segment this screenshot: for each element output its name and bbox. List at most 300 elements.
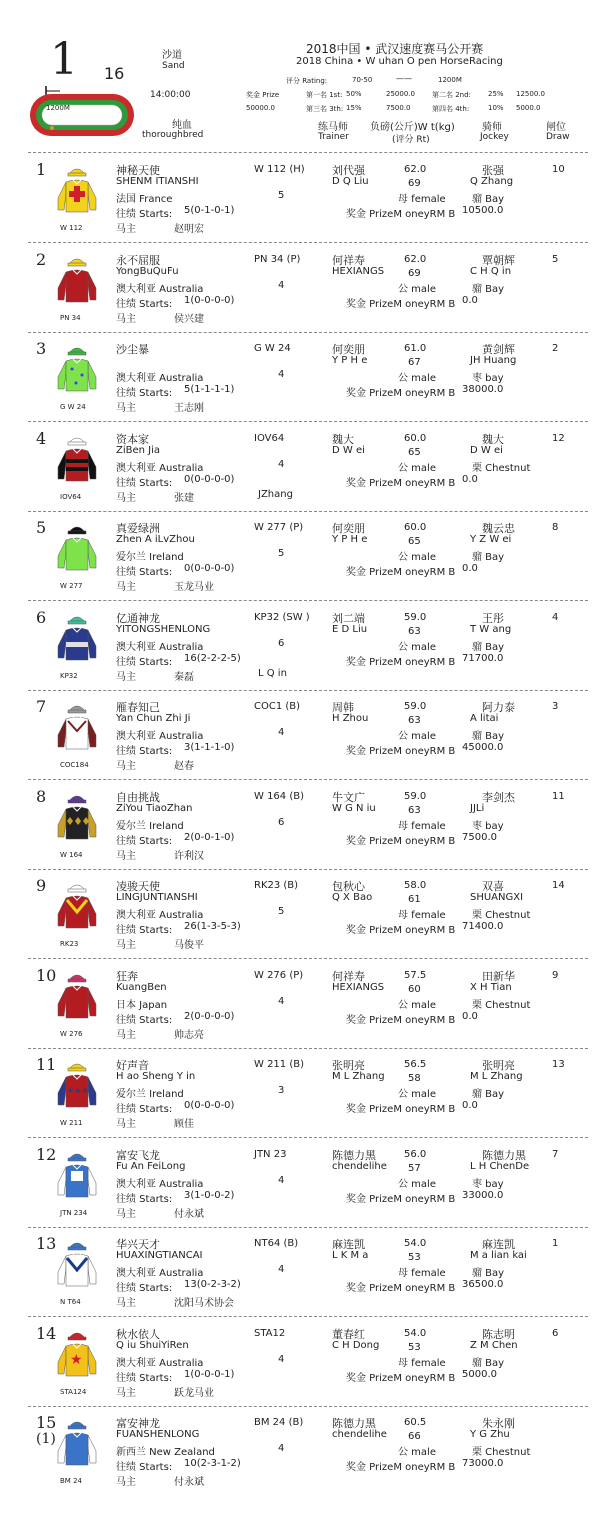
- trainer-name-cn: 刘二端: [332, 611, 365, 625]
- prize-label: 奖金 PrizeM oneyRM B: [346, 1014, 456, 1026]
- horse-sex: 公 male: [398, 641, 436, 653]
- jockey-name-en: A litai: [470, 713, 499, 724]
- jockey-name-en: Q Zhang: [470, 176, 514, 187]
- horse-sex: 公 male: [398, 552, 436, 563]
- jockey-name-en: M L Zhang: [470, 1071, 523, 1082]
- prize-label: 奖金 PrizeM oneyRM B: [346, 1372, 456, 1384]
- runner-number-alt: (1): [36, 1431, 56, 1447]
- starts-record: 13(0-2-3-2): [184, 1279, 241, 1290]
- horse-name-cn: 富安飞龙: [116, 1148, 160, 1162]
- jockey-silks-icon: [56, 791, 98, 843]
- owner-label: 马主: [116, 1387, 136, 1399]
- draw-number: 1: [552, 1238, 559, 1249]
- horse-age: 4: [278, 1443, 285, 1454]
- horse-name-en: ZiYou TiaoZhan: [116, 802, 193, 814]
- owner-label: 马主: [116, 850, 136, 862]
- horse-color: 栗 Chestnut: [472, 910, 531, 921]
- horse-age: 6: [278, 816, 285, 828]
- carried-weight: 62.0: [404, 164, 427, 175]
- owner-label: 马主: [116, 224, 136, 235]
- horse-name-en: KuangBen: [116, 981, 167, 993]
- horse-name-cn: 好声音: [116, 1059, 149, 1072]
- draw-number: 8: [552, 522, 559, 533]
- jockey-name-en: Z M Chen: [470, 1339, 518, 1351]
- jockey-name-en: T W ang: [470, 623, 512, 635]
- horse-id: IOV64: [254, 432, 285, 444]
- runner-divider: [28, 1227, 588, 1228]
- owner-label: 马主: [116, 582, 136, 593]
- runner-entry: [0, 248, 600, 336]
- horse-sex: 母 female: [398, 194, 446, 205]
- trainer-name-cn: 何奕朋: [332, 343, 365, 356]
- horse-country: 澳大利亚 Australia: [116, 373, 204, 384]
- horse-id: STA12: [254, 1327, 286, 1339]
- trainer-name-en: Y P H e: [332, 534, 368, 545]
- owner-label: 马主: [116, 1477, 136, 1488]
- horse-color: 栗 Chestnut: [472, 999, 531, 1011]
- runner-divider: [28, 242, 588, 243]
- horse-code: W 112: [60, 224, 83, 232]
- carried-weight: 54.0: [404, 1327, 427, 1339]
- breed-cn: 纯血: [172, 120, 192, 131]
- horse-name-en: H ao Sheng Y in: [116, 1071, 196, 1082]
- rating: 57: [408, 1162, 421, 1174]
- race-title-en: 2018 China • W uhan O pen HorseRacing: [296, 56, 503, 67]
- jockey-name-cn: 麻连凯: [482, 1238, 515, 1251]
- runner-number: 11: [36, 1055, 57, 1074]
- horse-age: 6: [278, 637, 285, 649]
- horse-age: 5: [278, 906, 285, 917]
- horse-color: 骝 Bay: [472, 283, 505, 295]
- draw-number: 4: [552, 611, 559, 623]
- jockey-silks-icon: [56, 254, 98, 306]
- prize-label: 奖金 PrizeM oneyRM B: [346, 209, 456, 220]
- horse-name-cn: 神秘天使: [116, 164, 160, 177]
- trainer-name-cn: 何祥寿: [332, 253, 365, 267]
- prize-money: 0.0: [462, 563, 478, 574]
- horse-id: RK23 (B): [254, 880, 299, 891]
- horse-id: KP32 (SW ): [254, 611, 310, 623]
- col-jockey-cn: 骑师: [482, 122, 502, 133]
- rating: 63: [408, 715, 421, 726]
- breed-en: thoroughbred: [142, 130, 204, 140]
- draw-number: 2: [552, 343, 559, 354]
- jockey-name-cn: 魏大: [482, 432, 504, 446]
- trainer-name-cn: 张明亮: [332, 1059, 365, 1072]
- horse-country: 澳大利亚 Australia: [116, 1268, 204, 1279]
- horse-code: KP32: [60, 671, 78, 680]
- starts-label: 往绩 Starts:: [116, 1283, 173, 1294]
- draw-number: 12: [552, 432, 565, 444]
- prize-label: 奖金 PrizeM oneyRM B: [346, 746, 456, 757]
- jockey-name-cn: 魏云忠: [482, 522, 515, 535]
- horse-color: 骝 Bay: [472, 641, 505, 653]
- trainer-name-cn: 陈德力黑: [332, 1148, 376, 1162]
- horse-name-cn: 华兴天才: [116, 1238, 160, 1251]
- prize-label: 奖金 PrizeM oneyRM B: [346, 656, 456, 668]
- starts-label: 往绩 Starts:: [116, 835, 173, 847]
- prize-label: 奖金 PrizeM oneyRM B: [346, 925, 456, 936]
- jockey-name-en: M a lian kai: [470, 1250, 527, 1261]
- horse-name-en: ZiBen Jia: [116, 444, 161, 456]
- starts-label: 往绩 Starts:: [116, 567, 173, 578]
- jockey-silks-icon: [56, 1238, 98, 1290]
- trainer-name-en: D Q Liu: [332, 176, 369, 187]
- owner-label: 马主: [116, 403, 136, 414]
- jockey-name-cn: 阿力泰: [482, 701, 515, 714]
- horse-name-cn: 永不屈服: [116, 253, 160, 267]
- carried-weight: 59.0: [404, 701, 427, 712]
- prize-3rd-pct: 15%: [346, 104, 362, 112]
- horse-age: 5: [278, 548, 285, 559]
- trainer-name-cn: 包秋心: [332, 880, 365, 893]
- carried-weight: 56.5: [404, 1059, 427, 1070]
- runner-number: 7: [36, 697, 47, 716]
- runner-divider: [28, 1406, 588, 1407]
- race-distance: 1200M: [438, 76, 462, 84]
- carried-weight: 59.0: [404, 611, 427, 623]
- horse-id: W 112 (H): [254, 164, 305, 175]
- rating: 53: [408, 1341, 421, 1353]
- draw-number: 13: [552, 1059, 565, 1070]
- runner-divider: [28, 1048, 588, 1049]
- starts-label: 往绩 Starts:: [116, 298, 173, 310]
- owner-name: 许利汉: [174, 850, 204, 862]
- horse-age: 4: [278, 458, 285, 470]
- prize-4th-value: 5000.0: [516, 104, 541, 112]
- draw-number: 5: [552, 253, 559, 265]
- horse-color: 骝 Bay: [472, 1268, 505, 1279]
- jockey-name-cn: 陈德力黑: [482, 1148, 526, 1162]
- horse-name-en: Fu An FeiLong: [116, 1160, 186, 1172]
- carried-weight: 54.0: [404, 1238, 427, 1249]
- prize-4th-pct: 10%: [488, 104, 504, 112]
- prize-label: 奖金 PrizeM oneyRM B: [346, 298, 456, 310]
- starts-record: 5(0-1-0-1): [184, 205, 235, 216]
- horse-code: JTN 234: [60, 1208, 88, 1217]
- horse-sex: 公 male: [398, 373, 436, 384]
- horse-color: 骝 Bay: [472, 552, 505, 563]
- jockey-silks-icon: [56, 522, 98, 574]
- jockey-silks-icon: [56, 970, 98, 1022]
- carried-weight: 60.0: [404, 522, 427, 533]
- draw-number: 7: [552, 1148, 559, 1160]
- horse-name-cn: 凌骏天使: [116, 880, 160, 893]
- horse-color: 枣 bay: [472, 373, 504, 384]
- jockey-name-en: SHUANGXI: [470, 892, 524, 903]
- runner-divider: [28, 511, 588, 512]
- prize-money: 0.0: [462, 1010, 478, 1022]
- owner-name: 马俊平: [174, 940, 204, 951]
- jockey-name-en: JH Huang: [470, 355, 517, 366]
- owner-label: 马主: [116, 1029, 136, 1041]
- trainer-name-en: M L Zhang: [332, 1071, 385, 1082]
- trainer-name-cn: 何奕朋: [332, 522, 365, 535]
- owner-name: 跃龙马业: [174, 1387, 214, 1399]
- horse-color: 栗 Chestnut: [472, 462, 531, 474]
- carried-weight: 58.0: [404, 880, 427, 891]
- owner-label: 马主: [116, 761, 136, 772]
- runner-number: 6: [36, 607, 47, 627]
- prize-2nd-pct: 25%: [488, 90, 504, 98]
- jockey-silks-icon: [56, 1417, 98, 1469]
- horse-sex: 母 female: [398, 1268, 446, 1279]
- carried-weight: 60.0: [404, 432, 427, 444]
- trainer-name-en: D W ei: [332, 444, 365, 456]
- horse-name-en: YITONGSHENLONG: [116, 623, 211, 635]
- horse-country: 日本 Japan: [116, 999, 168, 1011]
- horse-id: W 276 (P): [254, 969, 304, 981]
- horse-sex: 公 male: [398, 1447, 436, 1458]
- runner-number: 15: [36, 1413, 57, 1432]
- rating-dash: ——: [396, 74, 412, 83]
- horse-name-en: YongBuQuFu: [116, 265, 179, 277]
- rating: 65: [408, 536, 421, 547]
- horse-name-cn: 狂奔: [116, 969, 138, 983]
- col-weight-en: (评分 Rt): [392, 135, 430, 145]
- horse-id: W 164 (B): [254, 790, 304, 802]
- runner-entry: [0, 516, 600, 604]
- race-time: 14:00:00: [150, 90, 191, 100]
- horse-id: JTN 23: [254, 1148, 287, 1160]
- trainer-name-cn: 陈德力黑: [332, 1417, 376, 1430]
- runner-divider: [28, 1316, 588, 1317]
- draw-number: 10: [552, 164, 565, 175]
- owner-name: 帅志亮: [174, 1029, 204, 1041]
- horse-name-en: Q iu ShuiYiRen: [116, 1339, 189, 1351]
- race-number: 1: [50, 34, 78, 85]
- rating: 58: [408, 1073, 421, 1084]
- horse-name-en: Yan Chun Zhi Ji: [116, 713, 191, 724]
- prize-1st-value: 25000.0: [386, 90, 415, 98]
- prize-money: 73000.0: [462, 1458, 504, 1469]
- starts-record: 2(0-0-1-0): [184, 831, 235, 843]
- svg-text:★: ★: [70, 1351, 83, 1368]
- prize-money: 0.0: [462, 473, 478, 485]
- trainer-name-en: L K M a: [332, 1250, 369, 1261]
- runner-number: 13: [36, 1234, 57, 1253]
- runner-entry: [0, 158, 600, 246]
- carried-weight: 60.5: [404, 1417, 427, 1428]
- horse-id: W 211 (B): [254, 1059, 304, 1070]
- horse-country: 澳大利亚 Australia: [116, 462, 204, 474]
- prize-total: 50000.0: [246, 104, 275, 112]
- starts-label: 往绩 Starts:: [116, 1372, 173, 1384]
- runner-entry: [0, 1232, 600, 1320]
- rating: 69: [408, 178, 421, 189]
- prize-1st-pct: 50%: [346, 90, 362, 98]
- runner-divider: [28, 421, 588, 422]
- horse-color: 枣 bay: [472, 820, 504, 832]
- horse-code: G W 24: [60, 403, 86, 411]
- carried-weight: 56.0: [404, 1148, 427, 1160]
- jockey-silks-icon: [56, 701, 98, 753]
- rating: 60: [408, 983, 421, 995]
- horse-color: 骝 Bay: [472, 1357, 505, 1369]
- horse-id: PN 34 (P): [254, 253, 301, 265]
- owner-label: 马主: [116, 1119, 136, 1130]
- draw-number: 3: [552, 701, 559, 712]
- surface-cn: 沙道: [162, 50, 182, 61]
- trainer-name-en: HEXIANGS: [332, 981, 385, 993]
- horse-age: 4: [278, 995, 285, 1007]
- horse-age: 4: [278, 1353, 285, 1365]
- horse-name-cn: 亿通神龙: [116, 611, 160, 625]
- starts-label: 往绩 Starts:: [116, 656, 173, 668]
- prize-3rd-value: 7500.0: [386, 104, 411, 112]
- runner-entry: [0, 1322, 600, 1410]
- jockey-name-en: D W ei: [470, 444, 503, 456]
- jockey-silks-icon: [56, 164, 98, 216]
- draw-number: 6: [552, 1327, 559, 1339]
- runner-count: 16: [104, 64, 125, 83]
- starts-record: 0(0-0-0-0): [184, 1100, 235, 1111]
- draw-number: 14: [552, 880, 565, 891]
- owner-label: 马主: [116, 1298, 136, 1309]
- prize-label: 奖金 PrizeM oneyRM B: [346, 567, 456, 578]
- runner-divider: [28, 779, 588, 780]
- col-jockey-en: Jockey: [480, 132, 509, 142]
- horse-name-cn: 自由挑战: [116, 790, 160, 804]
- starts-record: 3(1-0-0-2): [184, 1189, 235, 1201]
- jockey-name-cn: 田新华: [482, 969, 515, 983]
- prize-label: 奖金 PrizeM oneyRM B: [346, 1283, 456, 1294]
- prize-label: 奖金 PrizeM oneyRM B: [346, 1104, 456, 1115]
- prize-money: 38000.0: [462, 384, 504, 395]
- horse-code: W 211: [60, 1119, 83, 1127]
- owner-name: 赵春: [174, 761, 194, 772]
- col-draw-en: Draw: [546, 132, 570, 142]
- horse-color: 栗 Chestnut: [472, 1447, 531, 1458]
- prize-label: 奖金 PrizeM oneyRM B: [346, 1193, 456, 1205]
- starts-label: 往绩 Starts:: [116, 209, 173, 220]
- runner-entry: [0, 1053, 600, 1141]
- horse-color: 骝 Bay: [472, 194, 505, 205]
- runner-entry: [0, 1411, 600, 1499]
- horse-name-cn: 富安神龙: [116, 1417, 160, 1430]
- prize-3rd-label: 第三名 3th:: [306, 105, 344, 113]
- horse-country: 澳大利亚 Australia: [116, 910, 204, 921]
- owner-label: 马主: [116, 1208, 136, 1220]
- carried-weight: 62.0: [404, 253, 427, 265]
- carried-weight: 61.0: [404, 343, 427, 354]
- rating: 63: [408, 804, 421, 816]
- horse-sex: 公 male: [398, 283, 436, 295]
- horse-sex: 公 male: [398, 1178, 436, 1190]
- jockey-silks-icon: [56, 1328, 98, 1380]
- owner-label: 马主: [116, 940, 136, 951]
- horse-code: W 277: [60, 582, 83, 590]
- starts-record: 5(1-1-1-1): [184, 384, 235, 395]
- runner-number: 2: [36, 249, 47, 269]
- rating: 61: [408, 894, 421, 905]
- horse-code: COC184: [60, 761, 89, 769]
- horse-sex: 母 female: [398, 910, 446, 921]
- starts-label: 往绩 Starts:: [116, 477, 173, 489]
- jockey-silks-icon: [56, 612, 98, 664]
- jockey-name-en: JJLi: [470, 802, 485, 814]
- trainer-name-en: H Zhou: [332, 713, 369, 724]
- jockey-silks-icon: [56, 343, 98, 395]
- starts-record: 10(2-3-1-2): [184, 1458, 241, 1469]
- horse-country: 新西兰 New Zealand: [116, 1447, 215, 1458]
- horse-name-cn: 真爱绿洲: [116, 522, 160, 535]
- horse-name-en: HUAXINGTIANCAI: [116, 1250, 203, 1261]
- starts-label: 往绩 Starts:: [116, 925, 173, 936]
- horse-country: 澳大利亚 Australia: [116, 641, 204, 653]
- jockey-silks-icon: [56, 1149, 98, 1201]
- svg-text:★★★: ★★★: [67, 1086, 89, 1095]
- owner-name: 秦磊: [174, 671, 194, 683]
- horse-sex: 公 male: [398, 999, 436, 1011]
- starts-record: 26(1-3-5-3): [184, 921, 241, 932]
- runner-divider: [28, 600, 588, 601]
- trainer-name-cn: 刘代强: [332, 164, 365, 177]
- runner-entry: [0, 427, 600, 515]
- prize-label: 奖金 PrizeM oneyRM B: [346, 388, 456, 399]
- carried-weight: 57.5: [404, 969, 427, 981]
- header-divider: [28, 152, 588, 153]
- prize-money: 5000.0: [462, 1368, 497, 1380]
- trainer-name-cn: 麻连凯: [332, 1238, 365, 1251]
- trainer-name-cn: 何祥寿: [332, 969, 365, 983]
- jockey-name-cn: 双喜: [482, 880, 504, 893]
- runner-entry: [0, 964, 600, 1052]
- horse-age: 4: [278, 1264, 285, 1275]
- horse-id: NT64 (B): [254, 1238, 299, 1249]
- owner-name: 王志刚: [174, 403, 204, 414]
- starts-record: 1(0-0-0-1): [184, 1368, 235, 1380]
- runner-entry: [0, 606, 600, 694]
- horse-code: PN 34: [60, 313, 81, 322]
- trainer-name-en: chendelihe: [332, 1429, 387, 1440]
- jockey-name-en: Y G Zhu: [470, 1429, 510, 1440]
- trainer-name-en: HEXIANGS: [332, 265, 385, 277]
- starts-label: 往绩 Starts:: [116, 388, 173, 399]
- col-trainer-en: Trainer: [318, 132, 349, 142]
- owner-label: 马主: [116, 313, 136, 325]
- owner-label: 马主: [116, 492, 136, 504]
- carried-weight: 59.0: [404, 790, 427, 802]
- starts-record: 2(0-0-0-0): [184, 1010, 235, 1022]
- runner-entry: [0, 785, 600, 873]
- prize-2nd-value: 12500.0: [516, 90, 545, 98]
- horse-name-en: FUANSHENLONG: [116, 1429, 200, 1440]
- horse-country: 澳大利亚 Australia: [116, 1357, 204, 1369]
- prize-2nd-label: 第二名 2nd:: [432, 91, 471, 99]
- horse-color: 枣 bay: [472, 1178, 504, 1190]
- trainer-name-cn: 董春红: [332, 1327, 365, 1341]
- trainer-name-cn: 魏大: [332, 432, 354, 446]
- runner-entry: [0, 874, 600, 962]
- track-diagram-icon: [26, 86, 138, 138]
- prize-money: 10500.0: [462, 205, 504, 216]
- horse-name-cn: 雁春知己: [116, 701, 160, 714]
- horse-code: BM 24: [60, 1477, 82, 1485]
- track-length: 1200M: [46, 104, 70, 112]
- horse-sex: 公 male: [398, 1089, 436, 1100]
- prize-money: 0.0: [462, 294, 478, 306]
- horse-country: 澳大利亚 Australia: [116, 283, 204, 295]
- horse-id: G W 24: [254, 343, 291, 354]
- owner-name: 付永斌: [174, 1208, 204, 1220]
- prize-label: 奖金 PrizeM oneyRM B: [346, 835, 456, 847]
- prize-label: 奖金 Prize: [246, 91, 280, 99]
- owner-name: 张建: [174, 492, 194, 504]
- trainer-name-cn: 周韩: [332, 701, 354, 714]
- trainer-name-cn: 牛文广: [332, 790, 365, 804]
- owner-extra: L Q in: [258, 667, 287, 679]
